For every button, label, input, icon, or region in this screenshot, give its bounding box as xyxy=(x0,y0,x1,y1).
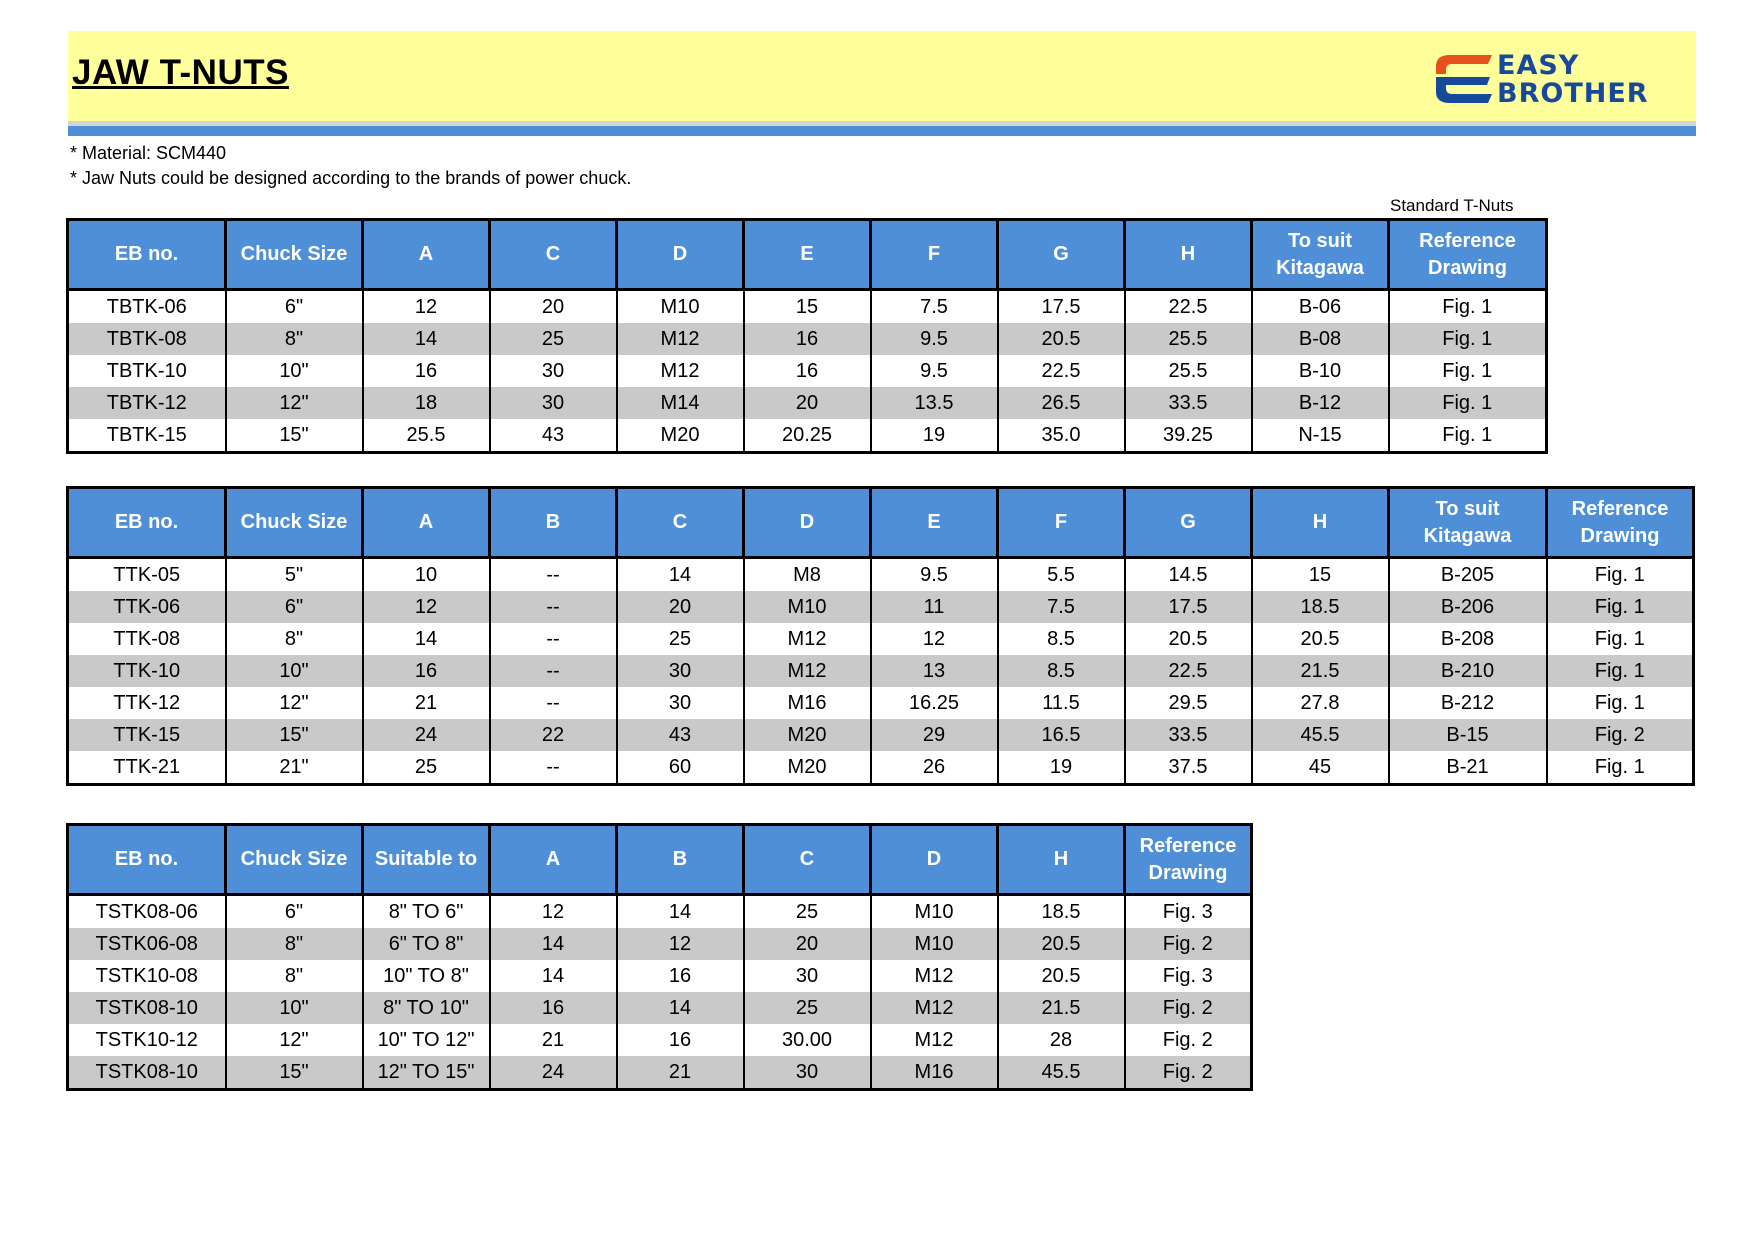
table-cell: 17.5 xyxy=(998,290,1125,324)
table-cell: 22.5 xyxy=(998,355,1125,387)
column-header: C xyxy=(744,825,871,895)
note-design: * Jaw Nuts could be designed according to the brands of power chuck. xyxy=(70,168,632,188)
column-header: E xyxy=(744,220,871,290)
table-row xyxy=(68,960,1252,992)
table-cell: 10 xyxy=(363,558,490,592)
table-cell: TSTK08-10 xyxy=(68,992,226,1024)
table-cell: 8" xyxy=(226,960,363,992)
table-cell: Fig. 2 xyxy=(1547,719,1694,751)
table-cell: 12 xyxy=(363,591,490,623)
column-header: F xyxy=(871,220,998,290)
table-cell: Fig. 2 xyxy=(1125,1024,1252,1056)
column-header: C xyxy=(617,488,744,558)
table-cell: 24 xyxy=(363,719,490,751)
table-cell: 20.5 xyxy=(998,323,1125,355)
table-cell: 12 xyxy=(363,290,490,324)
table-cell: 12" xyxy=(226,387,363,419)
table-caption: Standard T-Nuts xyxy=(1390,196,1514,215)
table-cell: 15 xyxy=(744,290,871,324)
table-cell: M12 xyxy=(617,323,744,355)
table-cell: M10 xyxy=(871,928,998,960)
brand-logo xyxy=(1432,50,1692,108)
column-header: H xyxy=(1252,488,1389,558)
table-cell: 19 xyxy=(871,419,998,453)
table-cell: TBTK-12 xyxy=(68,387,226,419)
table-cell: 21 xyxy=(490,1024,617,1056)
column-header: F xyxy=(998,488,1125,558)
table-cell: 12" xyxy=(226,687,363,719)
table-cell: 27.8 xyxy=(1252,687,1389,719)
table-cell: 16 xyxy=(617,1024,744,1056)
table-cell: 5.5 xyxy=(998,558,1125,592)
table-cell: 30 xyxy=(617,655,744,687)
column-header: Reference Drawing xyxy=(1389,220,1547,290)
table-header-row xyxy=(68,825,1252,895)
table-cell: M10 xyxy=(744,591,871,623)
table-cell: Fig. 2 xyxy=(1125,992,1252,1024)
table-cell: 21" xyxy=(226,751,363,785)
table-cell: 30 xyxy=(744,1056,871,1090)
table-cell: -- xyxy=(490,687,617,719)
table-row xyxy=(68,591,1694,623)
table-cell: Fig. 1 xyxy=(1389,355,1547,387)
column-header: EB no. xyxy=(68,488,226,558)
column-header: A xyxy=(363,220,490,290)
table-cell: 10" xyxy=(226,992,363,1024)
table-cell: 16 xyxy=(490,992,617,1024)
table-row xyxy=(68,719,1694,751)
table-cell: 20 xyxy=(744,928,871,960)
table-cell: 16 xyxy=(744,355,871,387)
column-header: D xyxy=(744,488,871,558)
table-cell: Fig. 1 xyxy=(1389,419,1547,453)
column-header: G xyxy=(1125,488,1252,558)
table-cell: 11 xyxy=(871,591,998,623)
table-cell: B-08 xyxy=(1252,323,1389,355)
table-cell: B-12 xyxy=(1252,387,1389,419)
table-cell: TBTK-06 xyxy=(106,295,187,318)
table-cell: 43 xyxy=(490,419,617,453)
table-cell: M20 xyxy=(744,751,871,785)
table-cell: 14 xyxy=(490,960,617,992)
brand-mark-icon xyxy=(1432,50,1494,108)
table-row xyxy=(68,687,1694,719)
table-cell: 30 xyxy=(490,355,617,387)
table-cell: 21.5 xyxy=(1252,655,1389,687)
table-cell: M20 xyxy=(744,719,871,751)
table-cell: 60 xyxy=(617,751,744,785)
column-header: B xyxy=(490,488,617,558)
table-cell: Fig. 1 xyxy=(1547,558,1694,592)
column-header: To suit Kitagawa xyxy=(1252,220,1389,290)
table-cell: 8" xyxy=(226,623,363,655)
column-header: B xyxy=(617,825,744,895)
table-cell: 12 xyxy=(871,623,998,655)
table-cell: 30 xyxy=(490,387,617,419)
column-header: G xyxy=(998,220,1125,290)
table-row xyxy=(68,992,1252,1024)
table-cell: 8" xyxy=(226,928,363,960)
table-cell: 45.5 xyxy=(1252,719,1389,751)
table-cell: TSTK10-12 xyxy=(95,1028,198,1051)
table-row xyxy=(68,928,1252,960)
table-cell: B-208 xyxy=(1389,623,1547,655)
logo-word-easy: EASY xyxy=(1497,50,1580,81)
table-cell: 21.5 xyxy=(998,992,1125,1024)
table-cell: 20 xyxy=(744,387,871,419)
table-cell: 21 xyxy=(363,687,490,719)
table-cell: -- xyxy=(490,623,617,655)
table-cell: TBTK-08 xyxy=(68,323,226,355)
table-cell: -- xyxy=(490,655,617,687)
table-cell: 15 xyxy=(1252,558,1389,592)
table-cell: 14 xyxy=(617,558,744,592)
table-cell: TTK-15 xyxy=(68,719,226,751)
column-header: H xyxy=(1125,220,1252,290)
table-cell: TSTK08-10 xyxy=(68,1056,226,1090)
table-cell: Fig. 1 xyxy=(1547,591,1694,623)
table-cell: Fig. 2 xyxy=(1125,1056,1252,1090)
table-cell: M16 xyxy=(871,1056,998,1090)
table-cell: TSTK06-08 xyxy=(68,928,226,960)
table-cell: 9.5 xyxy=(871,323,998,355)
column-header: Chuck Size xyxy=(226,825,363,895)
table-cell: 13.5 xyxy=(871,387,998,419)
table-cell: TBTK-15 xyxy=(106,423,187,446)
table-cell: Fig. 1 xyxy=(1547,655,1694,687)
table-cell: 10" TO 12" xyxy=(363,1024,490,1056)
table-cell: B-21 xyxy=(1389,751,1547,785)
table-cell: TBTK-10 xyxy=(106,359,187,382)
table-cell: 25 xyxy=(490,323,617,355)
table-cell: 14 xyxy=(617,895,744,929)
table-cell: TSTK10-08 xyxy=(95,964,198,987)
table-cell: M12 xyxy=(617,355,744,387)
table-cell: Fig. 3 xyxy=(1125,895,1252,929)
table-cell: TTK-05 xyxy=(113,563,181,586)
table-cell: 12 xyxy=(490,895,617,929)
table-cell: 20.5 xyxy=(998,960,1125,992)
table-cell: 20 xyxy=(617,591,744,623)
table-cell: 10" TO 8" xyxy=(363,960,490,992)
table-cell: 16 xyxy=(744,323,871,355)
table-row xyxy=(68,355,1547,387)
note-material: * Material: SCM440 xyxy=(70,143,227,163)
table-cell: B-206 xyxy=(1389,591,1547,623)
table-cell: Fig. 1 xyxy=(1389,323,1547,355)
table-cell: 24 xyxy=(490,1056,617,1090)
column-header: D xyxy=(617,220,744,290)
table-cell: 15" xyxy=(226,419,363,453)
table-cell: M10 xyxy=(617,290,744,324)
table-row xyxy=(68,387,1547,419)
table-cell: 9.5 xyxy=(871,355,998,387)
table-cell: TTK-21 xyxy=(113,755,181,778)
table-cell: 20.25 xyxy=(744,419,871,453)
table-cell: 8" TO 6" xyxy=(363,895,490,929)
table-cell: B-15 xyxy=(1389,719,1547,751)
table-cell: 20 xyxy=(490,290,617,324)
table-cell: 10" xyxy=(226,355,363,387)
table-cell: 22.5 xyxy=(1125,655,1252,687)
table-cell: 25.5 xyxy=(1125,355,1252,387)
table-cell: Fig. 1 xyxy=(1389,290,1547,324)
table-row xyxy=(68,290,1547,324)
table-cell: 16 xyxy=(363,655,490,687)
table-cell: 26 xyxy=(871,751,998,785)
table-cell: Fig. 1 xyxy=(1547,687,1694,719)
column-header: Chuck Size xyxy=(226,220,363,290)
table-cell: M14 xyxy=(617,387,744,419)
table-cell: 25 xyxy=(363,751,490,785)
table-cell: 20.5 xyxy=(998,928,1125,960)
table-cell: 21 xyxy=(617,1056,744,1090)
table-row xyxy=(68,419,1547,453)
table-cell: 6" xyxy=(226,895,363,929)
table-cell: 15" xyxy=(226,1056,363,1090)
table-cell: 43 xyxy=(617,719,744,751)
table-cell: 30 xyxy=(617,687,744,719)
table-cell: 15" xyxy=(226,719,363,751)
table-cell: 22 xyxy=(490,719,617,751)
table-cell: 8" TO 10" xyxy=(363,992,490,1024)
table-cell: 14 xyxy=(363,323,490,355)
table-cell: TSTK08-06 xyxy=(95,900,198,923)
column-header: Suitable to xyxy=(363,825,490,895)
table-cell: 10" xyxy=(226,655,363,687)
column-header: To suit Kitagawa xyxy=(1389,488,1547,558)
table-cell: M12 xyxy=(744,655,871,687)
table-cell: B-10 xyxy=(1252,355,1389,387)
table-cell: 14.5 xyxy=(1125,558,1252,592)
table-cell: 7.5 xyxy=(998,591,1125,623)
table-cell: 25 xyxy=(744,895,871,929)
table-cell: 7.5 xyxy=(871,290,998,324)
table-cell: TTK-06 xyxy=(68,591,226,623)
table-cell: 25.5 xyxy=(1125,323,1252,355)
table-cell: 30 xyxy=(744,960,871,992)
banner-accent-bar xyxy=(68,126,1696,136)
table-cell: 37.5 xyxy=(1125,751,1252,785)
table-cell: TTK-10 xyxy=(68,655,226,687)
column-header: A xyxy=(490,825,617,895)
ttk-tnuts-table xyxy=(66,486,1695,786)
table-cell: -- xyxy=(490,751,617,785)
column-header: C xyxy=(490,220,617,290)
table-cell: 45 xyxy=(1252,751,1389,785)
table-cell: 20.5 xyxy=(1252,623,1389,655)
table-cell: 8.5 xyxy=(998,623,1125,655)
table-row xyxy=(68,1056,1252,1090)
table-cell: 39.25 xyxy=(1125,419,1252,453)
table-row xyxy=(68,895,1252,929)
table-cell: -- xyxy=(490,591,617,623)
table-row xyxy=(68,558,1694,592)
table-cell: 29 xyxy=(871,719,998,751)
table-cell: 16.5 xyxy=(998,719,1125,751)
table-cell: 11.5 xyxy=(998,687,1125,719)
table-cell: M12 xyxy=(744,623,871,655)
table-cell: Fig. 3 xyxy=(1125,960,1252,992)
table-row xyxy=(68,623,1694,655)
column-header: Reference Drawing xyxy=(1547,488,1694,558)
table-cell: 29.5 xyxy=(1125,687,1252,719)
standard-tnuts-table xyxy=(66,218,1548,454)
table-row xyxy=(68,655,1694,687)
table-cell: 28 xyxy=(998,1024,1125,1056)
table-cell: 16 xyxy=(363,355,490,387)
table-cell: 6" xyxy=(226,591,363,623)
table-cell: 25 xyxy=(617,623,744,655)
table-cell: 8.5 xyxy=(998,655,1125,687)
table-cell: B-212 xyxy=(1389,687,1547,719)
table-cell: Fig. 1 xyxy=(1389,387,1547,419)
table-cell: TTK-12 xyxy=(113,691,181,714)
table-header-row xyxy=(68,220,1547,290)
table-cell: 6" TO 8" xyxy=(363,928,490,960)
column-header: H xyxy=(998,825,1125,895)
table-cell: M16 xyxy=(744,687,871,719)
table-cell: 45.5 xyxy=(998,1056,1125,1090)
table-cell: 33.5 xyxy=(1125,387,1252,419)
table-cell: 5" xyxy=(226,558,363,592)
table-cell: 22.5 xyxy=(1125,290,1252,324)
table-cell: B-210 xyxy=(1389,655,1547,687)
tstk-tnuts-table xyxy=(66,823,1253,1091)
table-cell: 17.5 xyxy=(1125,591,1252,623)
table-cell: Fig. 1 xyxy=(1547,751,1694,785)
table-cell: M12 xyxy=(871,960,998,992)
table-cell: M10 xyxy=(871,895,998,929)
table-cell: B-205 xyxy=(1389,558,1547,592)
table-cell: 33.5 xyxy=(1125,719,1252,751)
table-cell: 18.5 xyxy=(1252,591,1389,623)
table-cell: N-15 xyxy=(1252,419,1389,453)
table-cell: 16 xyxy=(617,960,744,992)
table-row xyxy=(68,323,1547,355)
table-cell: 20.5 xyxy=(1125,623,1252,655)
table-cell: 16.25 xyxy=(871,687,998,719)
table-cell: 30.00 xyxy=(744,1024,871,1056)
table-cell: 14 xyxy=(617,992,744,1024)
table-cell: B-06 xyxy=(1252,290,1389,324)
table-cell: Fig. 1 xyxy=(1547,623,1694,655)
column-header: EB no. xyxy=(68,825,226,895)
column-header: A xyxy=(363,488,490,558)
table-cell: 14 xyxy=(363,623,490,655)
logo-word-brother: BROTHER xyxy=(1497,78,1649,109)
table-cell: 18.5 xyxy=(998,895,1125,929)
column-header: Reference Drawing xyxy=(1125,825,1252,895)
table-cell: 14 xyxy=(490,928,617,960)
table-cell: 35.0 xyxy=(998,419,1125,453)
table-cell: 19 xyxy=(998,751,1125,785)
table-cell: M8 xyxy=(744,558,871,592)
table-row xyxy=(68,751,1694,785)
column-header: D xyxy=(871,825,998,895)
table-row xyxy=(68,1024,1252,1056)
table-cell: 12 xyxy=(617,928,744,960)
table-cell: 25.5 xyxy=(363,419,490,453)
table-cell: 25 xyxy=(744,992,871,1024)
column-header: E xyxy=(871,488,998,558)
table-header-row xyxy=(68,488,1694,558)
table-cell: 13 xyxy=(871,655,998,687)
page-title: JAW T-NUTS xyxy=(72,53,289,92)
table-cell: 26.5 xyxy=(998,387,1125,419)
table-cell: M12 xyxy=(871,992,998,1024)
table-cell: 9.5 xyxy=(871,558,998,592)
column-header: EB no. xyxy=(68,220,226,290)
table-cell: M20 xyxy=(617,419,744,453)
table-cell: 8" xyxy=(226,323,363,355)
table-cell: 12" xyxy=(226,1024,363,1056)
table-cell: 12" TO 15" xyxy=(363,1056,490,1090)
table-cell: 6" xyxy=(226,290,363,324)
column-header: Chuck Size xyxy=(226,488,363,558)
table-cell: -- xyxy=(490,558,617,592)
table-cell: Fig. 2 xyxy=(1125,928,1252,960)
table-cell: 18 xyxy=(363,387,490,419)
table-cell: TTK-08 xyxy=(113,627,181,650)
table-cell: M12 xyxy=(871,1024,998,1056)
